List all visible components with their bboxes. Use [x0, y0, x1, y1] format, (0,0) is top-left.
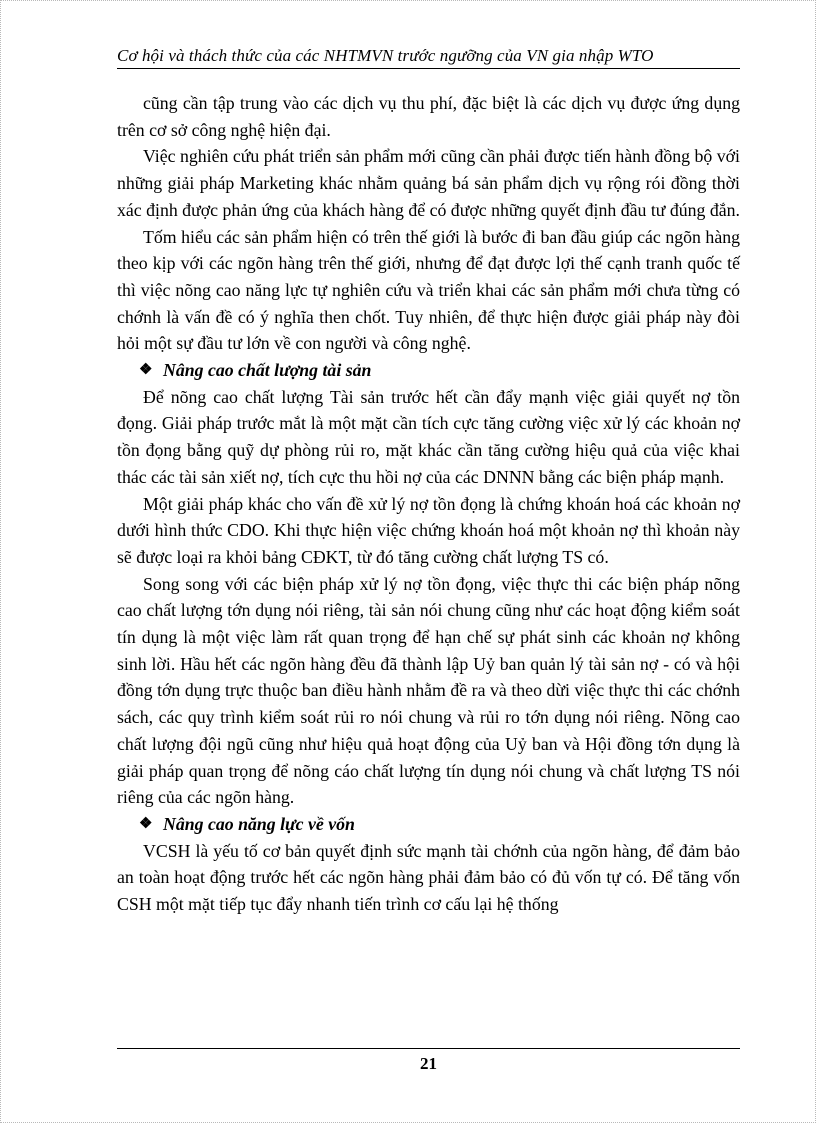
- paragraph: Việc nghiên cứu phát triển sản phẩm mới cũng cần phải được tiến hành đồng bộ với những giải pháp Marketing khác nhằm quảng bá sản phẩm dịch vụ rộng rói đồng thời xác định được phản ứng của khách hàng để có được những quyết định đầu tư đúng đắn.: [117, 146, 740, 220]
- header-title: Cơ hội và thách thức của các NHTMVN trước ngưỡng của VN gia nhập WTO: [117, 46, 654, 65]
- paragraph: Để nõng cao chất lượng Tài sản trước hết cần đẩy mạnh việc giải quyết nợ tồn đọng. Giải pháp trước mắt là một mặt cần tích cực tăng cường việc xử lý các khoản nợ tồn đọng bằng quỹ dự phòng rủi ro, mặt khác cần tăng cường hiệu quả của việc khai thác các tài sản xiết nợ, tích cực thu hồi nợ của các DNNN bằng các biện pháp mạnh.: [117, 386, 740, 487]
- section-heading: [117, 811, 740, 838]
- section-heading-text: Nâng cao năng lực về vốn: [163, 813, 355, 834]
- document-body: [117, 90, 740, 918]
- section-heading-text: Nâng cao chất lượng tài sản: [163, 360, 372, 381]
- page-footer: [117, 1048, 740, 1074]
- paragraph: Tốm hiểu các sản phẩm hiện có trên thế giới là bước đi ban đầu giúp các ngõn hàng theo kịp với các ngõn hàng trên thế giới, nhưng để đạt được lợi thế cạnh tranh quốc tế thì việc nõng cao năng lực tự nghiên cứu và triển khai các sản phẩm mới chưa từng có chớnh là vấn đề có ý nghĩa then chốt. Tuy nhiên, để thực hiện được giải pháp này đòi hỏi một sự đầu tư lớn về con người và công nghệ.: [117, 226, 740, 354]
- diamond-bullet-icon: ❖: [139, 815, 153, 832]
- paragraph: Một giải pháp khác cho vấn đề xử lý nợ tồn đọng là chứng khoán hoá các khoản nợ dưới hình thức CDO. Khi thực hiện việc chứng khoán hoá một khoản nợ thì khoản này sẽ được loại ra khỏi bảng CĐKT, từ đó tăng cường chất lượng TS có.: [117, 493, 740, 567]
- paragraph: cũng cần tập trung vào các dịch vụ thu phí, đặc biệt là các dịch vụ được ứng dụng trên cơ sở công nghệ hiện đại.: [117, 93, 740, 140]
- paragraph: Song song với các biện pháp xử lý nợ tồn đọng, việc thực thi các biện pháp nõng cao chất lượng tớn dụng nói riêng, tài sản nói chung cũng như các hoạt động kiểm soát tín dụng là một việc làm rất quan trọng để hạn chế sự phát sinh các khoản nợ không sinh lời. Hầu hết các ngõn hàng đều đã thành lập Uỷ ban quản lý tài sản nợ - có và hội đồng tớn dụng trực thuộc ban điều hành nhằm đề ra và theo dừi việc thực thi các chớnh sách, các quy trình kiểm soát rủi ro nói chung và rủi ro tớn dụng nói riêng. Nõng cao chất lượng đội ngũ cũng như hiệu quả hoạt động của Uỷ ban và Hội đồng tớn dụng là giải pháp quan trọng để nõng cáo chất lượng tín dụng nói chung và chất lượng TS nói riêng của các ngõn hàng.: [117, 573, 740, 808]
- diamond-bullet-icon: ❖: [139, 362, 153, 379]
- paragraph: VCSH là yếu tố cơ bản quyết định sức mạnh tài chớnh của ngõn hàng, để đảm bảo an toàn hoạt động trước hết các ngõn hàng phải đảm bảo có đủ vốn tự có. Để tăng vốn CSH một mặt tiếp tục đẩy nhanh tiến trình cơ cấu lại hệ thống: [117, 840, 740, 915]
- running-header: [117, 46, 740, 69]
- section-heading: [117, 357, 740, 384]
- page-number: 21: [420, 1054, 437, 1073]
